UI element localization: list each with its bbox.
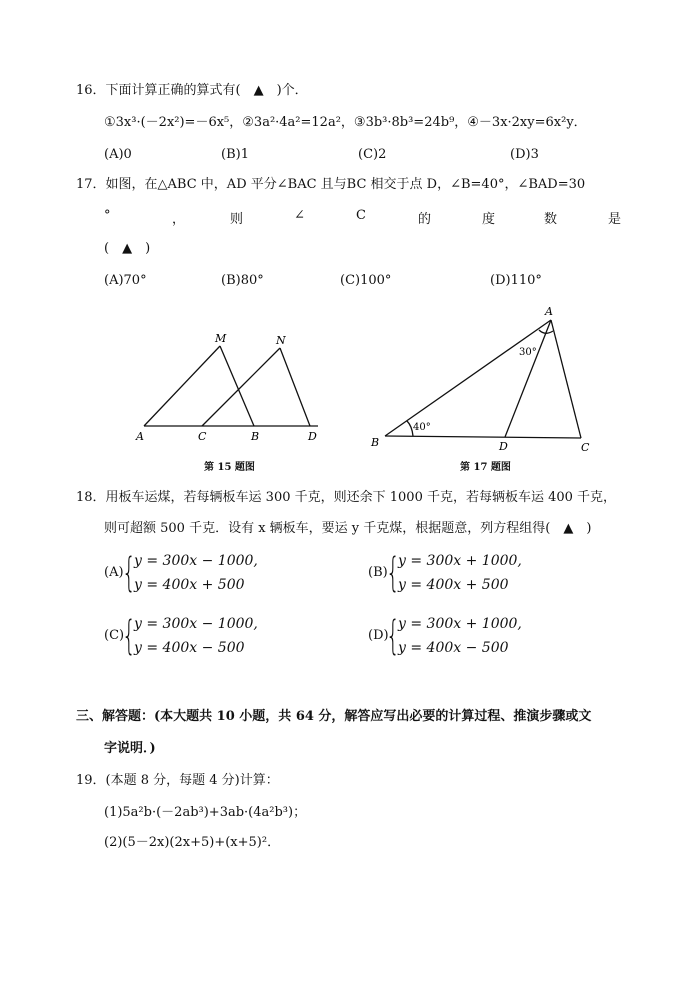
q17-word: 则: [230, 212, 244, 227]
q17-stem-line1: 17．如图，在△ABC 中，AD 平分∠BAC 且与BC 相交于点 D，∠B=40°，∠BAD=30: [76, 177, 586, 192]
q18-option-label: (A): [104, 565, 124, 580]
brace-icon: {: [386, 550, 400, 596]
q16-option-a: (A)0: [104, 147, 132, 162]
q17-word: 度: [482, 212, 496, 227]
q17-word: C: [356, 208, 366, 223]
q19-part2: (2)(5－2x)(2x+5)+(x+5)²．: [104, 835, 281, 850]
fig15-label-m: M: [215, 332, 227, 345]
q18-equation-2: y = 400x − 500: [398, 640, 509, 656]
figure-15-caption: 第 15 题图: [204, 462, 255, 473]
fig17-angle-a: 30°: [519, 347, 537, 358]
q18-equation-1: y = 300x + 1000,: [398, 616, 522, 632]
q17-word: 是: [608, 212, 622, 227]
fig17-label-b: B: [371, 436, 380, 449]
q17-option-d: (D)110°: [490, 273, 542, 288]
q16-option-d: (D)3: [510, 147, 539, 162]
fig15-label-c: C: [198, 430, 207, 443]
q18-equation-2: y = 400x − 500: [134, 640, 245, 656]
q17-word: °: [104, 208, 111, 223]
fig17-label-a: A: [545, 305, 553, 318]
q16-stem: 16．下面计算正确的算式有( ▲ )个．: [76, 83, 308, 98]
q17-option-b: (B)80°: [221, 273, 264, 288]
q18-option-label: (B): [368, 565, 388, 580]
q17-stem-line2: [104, 208, 620, 226]
brace-icon: {: [122, 550, 136, 596]
q18-equation-1: y = 300x + 1000,: [398, 553, 522, 569]
q16-option-b: (B)1: [221, 147, 249, 162]
q16-option-c: (C)2: [358, 147, 387, 162]
section3-heading-line2: 字说明．): [104, 741, 156, 756]
fig15-label-a: A: [136, 430, 144, 443]
q17-option-a: (A)70°: [104, 273, 147, 288]
q18-equation-2: y = 400x + 500: [398, 577, 509, 593]
q18-option-label: (D): [368, 628, 389, 643]
fig17-angle-b: 40°: [413, 422, 431, 433]
q17-word: ，: [172, 212, 186, 227]
q18-option-label: (C): [104, 628, 125, 643]
q19-part1: (1)5a²b·(－2ab³)+3ab·(4a²b³)；: [104, 805, 307, 820]
fig17-label-c: C: [581, 441, 590, 454]
figure-15: [130, 330, 330, 450]
brace-icon: {: [122, 613, 136, 659]
brace-icon: {: [386, 613, 400, 659]
fig15-label-b: B: [251, 430, 260, 443]
q19-stem: 19．(本题 8 分，每题 4 分)计算：: [76, 773, 279, 788]
figure-17-caption: 第 17 题图: [460, 462, 511, 473]
fig15-label-d: D: [308, 430, 317, 443]
q17-option-c: (C)100°: [340, 273, 392, 288]
q17-stem-line3: ( ▲ ): [104, 241, 151, 256]
section3-heading-line1: 三、解答题：(本大题共 10 小题，共 64 分，解答应写出必要的计算过程、推演步骤或文: [76, 709, 592, 724]
q17-word: 数: [544, 212, 558, 227]
q18-stem-line2: 则可超额 500 千克．设有 x 辆板车，要运 y 千克煤，根据题意，列方程组得( ▲ ): [104, 521, 592, 536]
fig15-label-n: N: [276, 334, 286, 347]
q18-equation-1: y = 300x − 1000,: [134, 616, 258, 632]
fig17-label-d: D: [499, 440, 508, 453]
q18-equation-2: y = 400x + 500: [134, 577, 245, 593]
q17-word: 的: [418, 212, 432, 227]
figure-17: [365, 300, 605, 455]
q17-word: ∠: [294, 208, 305, 223]
q16-items: ①3x³·(－2x²)=－6x⁵，②3a²·4a²=12a²，③3b³·8b³=24b⁹，④－3x·2xy=6x²y．: [104, 115, 587, 130]
q18-stem-line1: 18．用板车运煤，若每辆板车运 300 千克，则还余下 1000 千克，若每辆板车运 400 千克，: [76, 490, 617, 505]
q18-equation-1: y = 300x − 1000,: [134, 553, 258, 569]
